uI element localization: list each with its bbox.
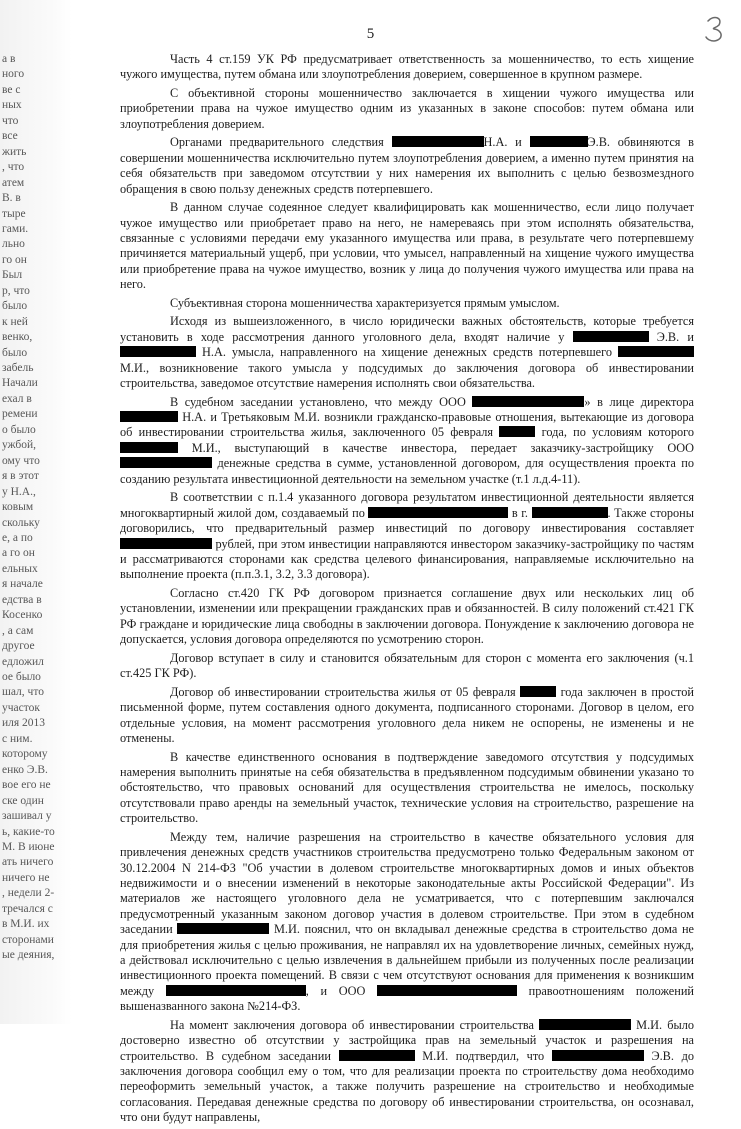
bleed-text-line: я начале	[2, 578, 43, 591]
redaction-block	[392, 136, 484, 147]
bleed-text-line: жить	[2, 145, 27, 158]
bleed-text-line: ных	[2, 99, 22, 112]
redaction-block	[368, 507, 508, 518]
redaction-block	[530, 136, 588, 147]
bleed-text-line: вое его не	[2, 779, 51, 792]
bleed-text-line: атем	[2, 176, 25, 189]
bleed-text-line: скольку	[2, 516, 40, 529]
bleed-text-line: В. в	[2, 192, 21, 205]
bleed-text-line: иля 2013	[2, 717, 46, 730]
redaction-block	[120, 457, 212, 468]
paragraph-sole-ground: В качестве единственного основания в подтверждение заведомого отсутствия у подсудимых намерения выполнить принятые на себя обязательства в предъявленном подсудимым обвинении указано то обстоятельство, что правовых оснований для осуществления строительства не имелось, поскольку отсутствовали право аренды на земельный участок, технические условия на строительство, разрешение на строительство.	[120, 749, 694, 826]
paragraph-subjective-side: Субъективная сторона мошенничества характеризуется прямым умыслом.	[170, 295, 560, 310]
redaction-block	[377, 985, 517, 996]
bleed-text-line: с ним.	[2, 732, 33, 745]
redaction-block	[120, 411, 178, 422]
bleed-text-line: , а сам	[2, 624, 34, 637]
redaction-block	[573, 331, 649, 342]
redaction-block	[120, 442, 178, 453]
bleed-text-line: тречался с	[2, 902, 53, 915]
bleed-text-line: все	[2, 130, 18, 143]
bleed-text-line: я в этот	[2, 470, 39, 483]
bleed-text-line: зашивал у	[2, 810, 52, 823]
redaction-block	[339, 1050, 415, 1061]
redaction-block	[539, 1019, 631, 1030]
paragraph-court-established: В судебном заседании установлено, что между ООО » в лице директора Н.А. и Третьяковым М.И. возникли гражданско-правовые отношения, вытекающие из договора об инвестировании строительства жилья, заключенного 05 февраля года, по условиям которого М.И., выступающий в качестве инвестора, передает заказчику-застройщику ООО денежные средства в сумме, установленной договором, для осуществления проекта по созданию результата инвестиционной деятельности на земельном участке (т.1 л.д.4-11).	[120, 394, 695, 486]
redaction-block	[618, 346, 694, 357]
bleed-text-line: е, а по	[2, 531, 33, 544]
redaction-block	[520, 686, 556, 697]
redaction-block	[499, 426, 535, 437]
bleed-text-line: забель	[2, 362, 34, 374]
bleed-text-line: ому что	[2, 454, 40, 467]
redaction-block	[166, 985, 306, 996]
bleed-text-line: к ней	[2, 315, 28, 328]
bleed-text-line: участок	[2, 701, 40, 714]
bleed-text-line: другое	[2, 640, 35, 653]
bleed-text-line: о было	[2, 423, 36, 436]
document-body	[120, 52, 694, 1129]
bleed-text-line: енко Э.В.	[2, 763, 48, 776]
paragraph-contract-form: Договор об инвестировании строительства жилья от 05 февраля года заключен в простой письменной форме, путем составления одного документа, подписанного сторонами. Договор в целом, его отдельные условия, на момент рассмотрения уголовного дела никем не оспорены, не изменены и не отменены.	[120, 684, 694, 745]
paragraph-law-214: Между тем, наличие разрешения на строительство в качестве обязательного условия для привлечения денежных средств участников строительства предусмотрено только Федеральным законом от 30.12.2004 N 214-ФЗ "Об участии в долевом строительстве многоквартирных домов и иных объектов недвижимости и о внесении изменений в некоторые законодательные акты Российской Федерации". Из материалов же настоящего уголовного дела не усматривается, что с потерпевшим заключался предусмотренный указанным законом договор участия в долевом строительстве. При этом в судебном заседании М.И. пояснил, что он вкладывал денежные средства в строительство дома не для приобретения жилья с целью проживания, не направлял их на удовлетворение личных, семейных нужд, а действовал исключительно с целью извлечения в дальнейшем прибыли из полученных после реализации инвестиционного проекта помещений. В связи с чем отсутствуют основания для применения к возникшим между , и ООО правоотношениям положений вышеназванного закона №214-ФЗ.	[120, 829, 695, 1014]
bleed-text-line: у Н.А.,	[2, 485, 36, 498]
bleed-text-line: едложил	[2, 655, 44, 668]
bleed-text-line: ного	[2, 68, 25, 81]
left-page-bleed	[0, 0, 72, 1024]
bleed-text-line: го он	[2, 253, 27, 266]
handwritten-page-mark	[703, 14, 729, 44]
page-number: 5	[366, 26, 375, 42]
bleed-text-line: ельных	[2, 562, 38, 575]
bleed-text-line: ое было	[2, 671, 41, 683]
bleed-text-line: Был	[2, 269, 23, 282]
paragraph-art159: Часть 4 ст.159 УК РФ предусматривает ответственность за мошенничество, то есть хищение чужого имущества, путем обмана или злоупотребления доверием, совершенное в крупном размере.	[120, 52, 694, 82]
bleed-text-line: что	[2, 114, 19, 127]
bleed-text-line: венко,	[2, 331, 33, 344]
redaction-block	[120, 538, 212, 549]
bleed-text-line: а го он	[2, 547, 35, 560]
bleed-text-line: ехал в	[2, 392, 32, 405]
paragraph-contract-clause: В соответствии с п.1.4 указанного договора результатом инвестиционной деятельности является многоквартирный жилой дом, создаваемый по в г. . Также стороны договорились, что предварительный размер инвестиций по договору инвестирования составляет рублей, при этом инвестиции направляются инвестором заказчику-застройщику по частям и рассматриваются сторонами как средства целевого финансирования, направляемые исключительно на выполнение проекта (п.п.3.1, 3.2, 3.3 договора).	[120, 490, 694, 582]
paragraph-art420: Согласно ст.420 ГК РФ договором признается соглашение двух или нескольких лиц об установлении, изменении или прекращении гражданских прав и обязанностей. В силу положений ст.421 ГК РФ граждане и юридические лица свободны в заключении договора. Понуждение к заключению договора не допускается, условия договора определяются по усмотрению сторон.	[120, 585, 694, 647]
redaction-block	[177, 923, 269, 934]
bleed-text-line: ужбой,	[2, 439, 37, 452]
bleed-text-line: было	[2, 346, 28, 359]
bleed-text-line: ве с	[2, 83, 21, 96]
bleed-text-line: ничего не	[2, 871, 50, 884]
bleed-text-line: льно	[2, 238, 25, 251]
bleed-text-line: едства в	[2, 593, 42, 606]
bleed-text-line: гами.	[2, 222, 29, 235]
redaction-block	[552, 1050, 644, 1061]
bleed-text-line: которому	[2, 748, 48, 761]
bleed-text-line: ковым	[2, 501, 34, 514]
bleed-text-line: ремени	[2, 408, 38, 421]
bleed-text-line: ске один	[2, 794, 44, 807]
bleed-text-line: было	[2, 300, 28, 313]
redaction-block	[120, 346, 196, 357]
bleed-text-line: а в	[2, 53, 16, 65]
bleed-text-line: р, что	[2, 284, 30, 297]
paragraph-contract-moment: На момент заключения договора об инвестировании строительства М.И. было достоверно известно об отсутствии у застройщика прав на земельный участок и разрешения на строительство. В судебном заседании М.И. подтвердил, что Э.В. до заключения договора сообщил ему о том, что для реализации проекта по строительству дома необходимо переоформить земельный участок, а также получить разрешение на строительство и необходимые согласования. Передавая денежные средства по договору об инвестировании строительства, он осознавал, что они будут направлены,	[120, 1017, 695, 1125]
bleed-text-line: ь, какие-то	[2, 825, 55, 838]
paragraph-circumstances: Исходя из вышеизложенного, в число юридически важных обстоятельств, которые требуется установить в ходе рассмотрения данного уголовного дела, входят наличие у Э.В. и Н.А. умысла, направленного на хищение денежных средств потерпевшего М.И., возникновение такого умысла у подсудимых до заключения договора об инвестировании строительства, заведомое отсутствие намерения исполнять свои обязательства.	[120, 314, 694, 391]
bleed-text-line: Начали	[2, 377, 38, 390]
paragraph-objective-side: С объективной стороны мошенничество заключается в хищении чужого имущества или приобретении права на чужое имущество одним из указанных в законе способов: путем обмана или злоупотребления доверием.	[120, 86, 694, 131]
bleed-text-line: ые деяния,	[2, 949, 55, 962]
redaction-block	[472, 396, 584, 407]
bleed-text-line: , что	[2, 161, 25, 174]
paragraph-charges: Органами предварительного следствия Н.А. и Э.В. обвиняются в совершении мошенничества исключительно путем злоупотребления доверием, а именно путем принятия на себя обязательств при заведомом отсутствии у них намерения их выполнить с целью безвозмездного обращения в свою пользу денежных средств потерпевшего.	[120, 135, 694, 196]
paragraph-qualification: В данном случае содеянное следует квалифицировать как мошенничество, если лицо получает чужое имущество или приобретает право на него, не намереваясь при этом исполнять обязательства, связанные с условиями передачи ему указанного имущества или права, в результате чего потерпевшему причиняется материальный ущерб, при условии, что умысел, направленный на хищение чужого имущества или приобретение права на чужое имущество, возник у лица до получения чужого имущества или права на него.	[120, 200, 694, 292]
bleed-text-line: шал, что	[2, 686, 44, 699]
bleed-text-line: сторонами	[2, 933, 54, 946]
redaction-block	[532, 507, 608, 518]
paragraph-art425: Договор вступает в силу и становится обязательным для сторон с момента его заключения (ч.1 ст.425 ГК РФ).	[120, 650, 694, 681]
bleed-text-line: , недели 2-	[2, 887, 55, 900]
bleed-text-line: Косенко	[2, 609, 43, 622]
bleed-text-line: ать ничего	[2, 856, 54, 869]
bleed-text-line: М. В июне	[2, 840, 55, 853]
bleed-text-line: в М.И. их	[2, 918, 50, 931]
bleed-text-line: тыре	[2, 207, 26, 220]
